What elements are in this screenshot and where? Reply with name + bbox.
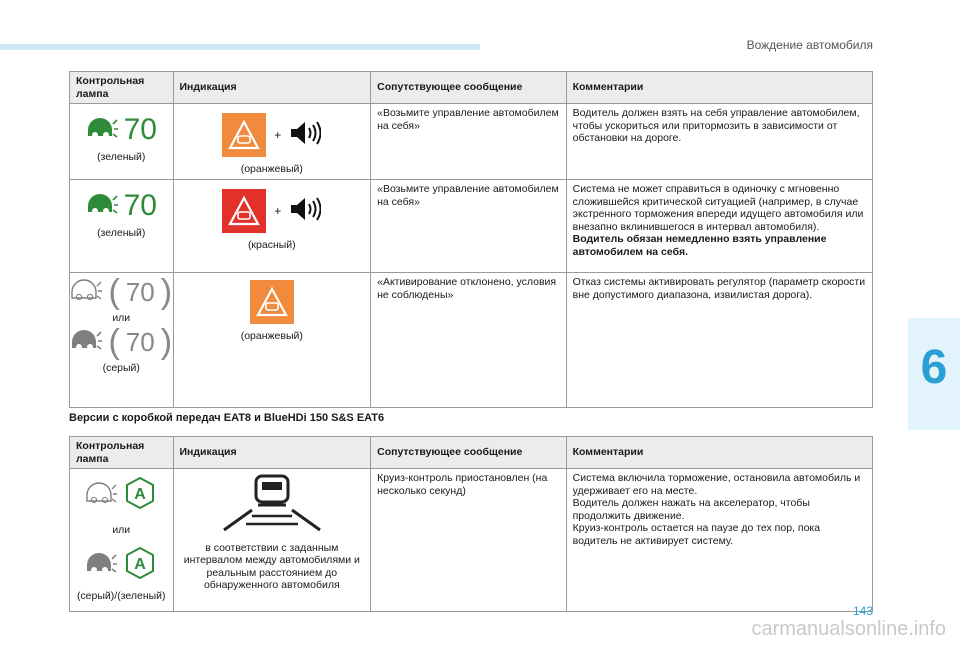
vehicle-distance-icon <box>222 474 322 536</box>
comment-cell <box>566 469 872 612</box>
header-message: Сопутствующее сообщение <box>371 437 567 469</box>
speed-value: 70 <box>125 276 155 307</box>
comment-line: Водитель должен нажать на акселератор, чтобы продолжить движение. <box>572 497 810 522</box>
bracket-left-icon: ( <box>108 272 120 311</box>
speedometer-outline-icon <box>70 278 102 306</box>
table-row <box>70 180 873 273</box>
bracket-right-icon: ) <box>160 322 173 361</box>
speaker-sound-icon <box>289 120 321 150</box>
speed-value: 70 <box>123 113 157 146</box>
top-accent-bar <box>0 44 480 50</box>
lamp-caption: (серый)/(зеленый) <box>76 589 166 602</box>
comment-line: Система включила торможение, остановила автомобиль и удерживает его на месте. <box>572 472 861 497</box>
message-cell: «Активирование отклонено, условия не соблюдены» <box>371 273 567 408</box>
watermark: carmanualsonline.info <box>751 618 946 640</box>
header-indication: Индикация <box>173 437 371 469</box>
lamp-caption: (зеленый) <box>97 151 146 163</box>
indication-caption: (красный) <box>247 239 296 251</box>
comment-cell: Водитель должен взять на себя управление автомобилем, чтобы ускориться или притормозить в зависимости от обстановки на дороге. <box>566 104 872 180</box>
or-label: или <box>112 311 131 324</box>
comment-text: Система не может справиться в одиночку с мгновенно сложившейся критической ситуацией (например, в случае экстренного торможения впереди идущего автомобиля или внезапно вклинившегося в интервал автомобиля). <box>572 183 864 233</box>
comment-line: Круиз-контроль остается на паузе до тех пор, пока водитель не активирует систему. <box>572 522 821 547</box>
speed-value-2: 70 <box>125 326 155 357</box>
lamp-caption: (зеленый) <box>97 227 146 239</box>
collision-warning-icon <box>250 280 294 324</box>
collision-warning-icon <box>222 113 266 157</box>
bracket-left-icon: ( <box>108 322 120 361</box>
auto-badge-letter: A <box>134 486 147 503</box>
message-cell: Круиз-контроль приостановлен (на несколько секунд) <box>371 469 567 612</box>
header-comments: Комментарии <box>566 437 872 469</box>
or-label: или <box>112 523 131 536</box>
table-header-row <box>70 437 873 469</box>
table-header-row <box>70 72 873 104</box>
comment-cell <box>566 180 872 273</box>
chapter-number: 6 <box>920 341 948 394</box>
comment-bold-text: Водитель обязан немедленно взять управление автомобилем на себя. <box>572 233 827 258</box>
indication-cell <box>173 273 371 408</box>
auto-badge-letter: A <box>134 556 147 573</box>
table-row <box>70 469 873 612</box>
indication-caption: (оранжевый) <box>240 163 303 175</box>
plus-sign: + <box>274 203 282 218</box>
page-number: 143 <box>852 604 873 618</box>
speedometer-outline-icon <box>85 481 117 509</box>
lamp-cell <box>70 180 174 273</box>
indication-cell <box>173 180 371 273</box>
speaker-sound-icon <box>289 196 321 226</box>
header-message: Сопутствующее сообщение <box>371 72 567 104</box>
indicator-table-1 <box>69 71 873 408</box>
header-lamp: Контрольная лампа <box>70 72 174 104</box>
chapter-title: Вождение автомобиля <box>746 38 873 52</box>
speed-value: 70 <box>123 189 157 222</box>
plus-sign: + <box>274 127 282 142</box>
header-comments: Комментарии <box>566 72 872 104</box>
comment-cell: Отказ системы активировать регулятор (параметр скорости вне допустимого диапазона, извилистая дорога). <box>566 273 872 408</box>
speedometer-icon <box>86 116 118 144</box>
auto-badge-icon <box>123 546 157 584</box>
indication-cell <box>173 104 371 180</box>
speedometer-icon <box>86 192 118 220</box>
message-cell: «Возьмите управление автомобилем на себя» <box>371 180 567 273</box>
lamp-cell <box>70 469 174 612</box>
indicator-table-2 <box>69 436 873 612</box>
section-heading: Версии с коробкой передач EAT8 и BlueHDi 150 S&S EAT6 <box>69 412 385 424</box>
bracket-right-icon: ) <box>160 272 173 311</box>
auto-badge-icon <box>123 476 157 514</box>
lamp-caption: (серый) <box>102 361 140 374</box>
message-cell: «Возьмите управление автомобилем на себя» <box>371 104 567 180</box>
header-indication: Индикация <box>173 72 371 104</box>
indication-caption: в соответствии с заданным интервалом между автомобилями и реальным расстоянием до обнаруженного автомобиля <box>183 541 360 591</box>
lamp-cell <box>70 104 174 180</box>
header-lamp: Контрольная лампа <box>70 437 174 469</box>
indication-caption: (оранжевый) <box>240 330 303 342</box>
speedometer-gray-icon <box>85 551 117 579</box>
indication-cell <box>173 469 371 612</box>
speedometer-gray-icon <box>70 328 102 356</box>
table-row <box>70 273 873 408</box>
collision-alert-icon <box>222 189 266 233</box>
lamp-cell <box>70 273 174 408</box>
table-row <box>70 104 873 180</box>
